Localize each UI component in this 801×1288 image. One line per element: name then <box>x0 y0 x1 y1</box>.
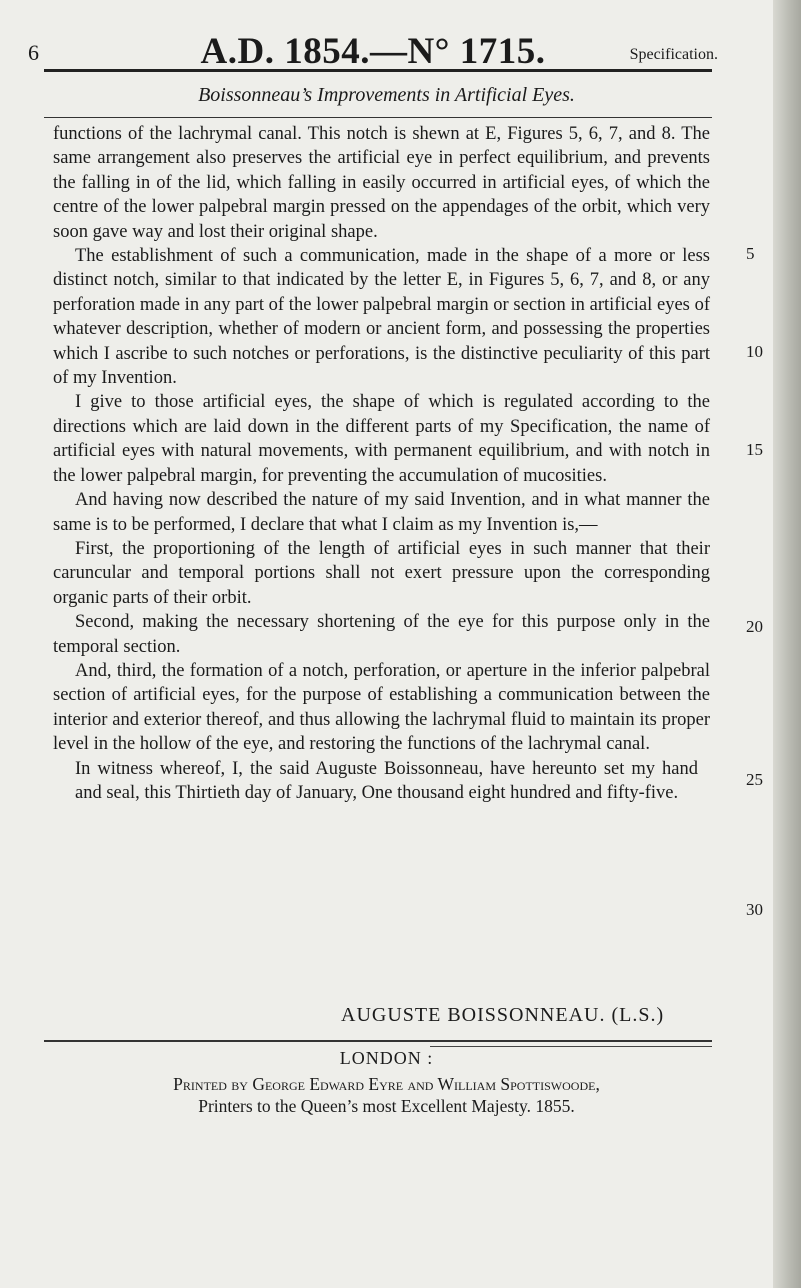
page-edge <box>773 0 801 1288</box>
imprint-royal-printers: Printers to the Queen’s most Excellent Majesty. 1855. <box>198 1096 575 1116</box>
subtitle-rule <box>44 117 712 118</box>
paragraph: functions of the lachrymal canal. This notch is shewn at E, Figures 5, 6, 7, and 8. The same arrangement also preserves the artificial eye in perfect equilibrium, and prevents the falling in of the lid, which falling in easily occurred in artificial eyes, of which the centre of the lower palpebral margin pressed on the appendages of the orbit, which very soon gave way and lost their original shape. <box>53 124 710 242</box>
paragraph: The establishment of such a communication, made in the shape of a more or less distinct notch, similar to that indicated by the letter E, in Figures 5, 6, 7, and 8, or any perforation made in any part of the lower palpebral margin or section in artificial eyes of whatever description, whether of modern or ancient form, and possessing the properties which I ascribe to such notches or perforations, is the distinctive peculiarity of this part of my Invention. <box>53 246 710 389</box>
document-title: A.D. 1854.—N° 1715. <box>200 31 546 72</box>
paragraph: I give to those artificial eyes, the shape of which is regulated according to the directions which are laid down in the different parts of my Specification, the name of artificial eyes with natural movements, with permanent equilibrium, and with notch in the lower palpebral margin, for preventing the accumulation of mucosities. <box>53 392 710 486</box>
claim-paragraph: Second, making the necessary shortening of the eye for this purpose only in the temporal section. <box>53 612 710 657</box>
imprint-city: LONDON : <box>339 1048 434 1068</box>
line-number: 10 <box>746 342 763 361</box>
line-number: 25 <box>746 770 763 789</box>
imprint-printer: Printed by George Edward Eyre and William Spottiswoode, <box>173 1074 600 1094</box>
header-rule <box>44 69 712 72</box>
paragraph: And having now described the nature of my said Invention, and in what manner the same is to be performed, I declare that what I claim as my Invention is,— <box>53 490 710 535</box>
witness-clause: In witness whereof, I, the said Auguste Boissonneau, have hereunto set my hand and seal, this Thirtieth day of January, One thousand eight hundred and fifty-five. <box>75 758 698 803</box>
footer-rule-secondary <box>430 1046 712 1047</box>
specification-body <box>53 122 710 805</box>
claim-paragraph: And, third, the formation of a notch, perforation, or aperture in the inferior palpebral section of artificial eyes, for the purpose of establishing a communication between the interior and exterior thereof, and thus allowing the lachrymal fluid to maintain its proper level in the hollow of the eye, and restoring the functions of the lachrymal canal. <box>53 660 710 755</box>
line-number: 15 <box>746 440 763 459</box>
footer-rule <box>44 1040 712 1042</box>
claim-paragraph: First, the proportioning of the length of artificial eyes in such manner that their caruncular and temporal portions shall not exert pressure upon the corresponding organic parts of their orbit. <box>53 538 710 608</box>
page-number: 6 <box>28 40 39 65</box>
running-title: Boissonneau’s Improvements in Artificial Eyes. <box>198 84 575 106</box>
line-number: 30 <box>746 900 763 919</box>
signature: AUGUSTE BOISSONNEAU. (L.S.) <box>341 1004 665 1026</box>
line-number: 20 <box>746 617 763 636</box>
line-number: 5 <box>746 244 755 263</box>
page-header <box>28 26 718 70</box>
section-label: Specification. <box>629 46 718 63</box>
